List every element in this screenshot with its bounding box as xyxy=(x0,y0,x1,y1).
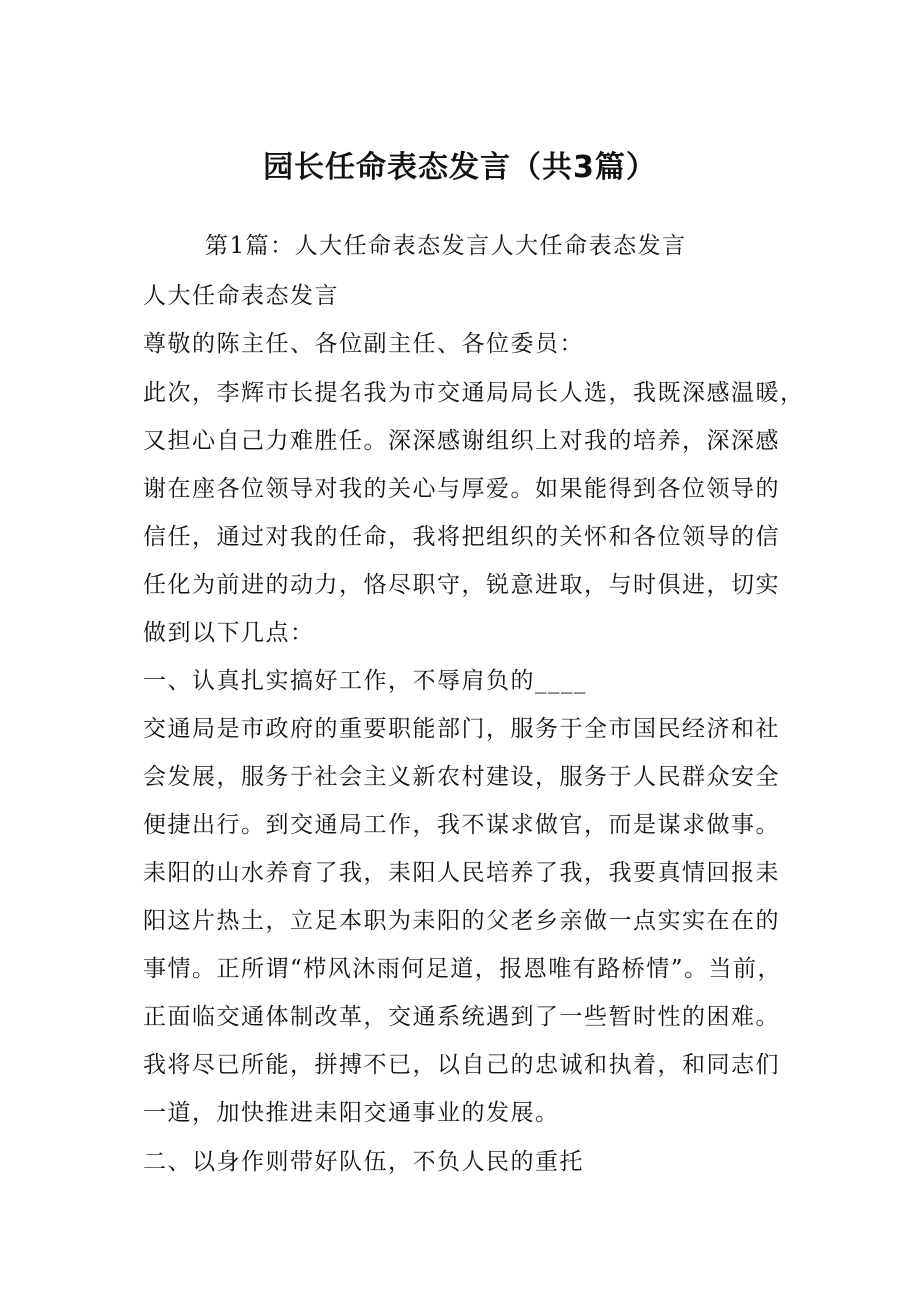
paragraph-line: 正面临交通体制改革，交通系统遇到了一些暂时性的困难。 xyxy=(143,1004,780,1030)
salutation: 尊敬的陈主任、各位副主任、各位委员： xyxy=(143,331,584,357)
paragraph-line: 谢在座各位领导对我的关心与厚爱。如果能得到各位领导的 xyxy=(143,476,780,502)
paragraph-line: 又担心自己力难胜任。深深感谢组织上对我的培养，深深感 xyxy=(143,428,780,454)
paragraph-line: 耒阳的山水养育了我，耒阳人民培养了我，我要真情回报耒 xyxy=(143,860,780,886)
section-heading: 人大任命表态发言 xyxy=(143,283,339,309)
paragraph-line: 做到以下几点： xyxy=(143,620,315,646)
paragraph-line: 一道，加快推进耒阳交通事业的发展。 xyxy=(143,1100,560,1126)
paragraph-line: 阳这片热土，立足本职为耒阳的父老乡亲做一点实实在在的 xyxy=(143,908,780,934)
point-heading: 二、以身作则带好队伍，不负人民的重托 xyxy=(143,1149,584,1175)
paragraph-line: 此次，李辉市长提名我为市交通局局长人选，我既深感温暖， xyxy=(143,380,805,406)
paragraph-line: 信任，通过对我的任命，我将把组织的关怀和各位领导的信 xyxy=(143,524,780,550)
chapter-heading: 第1篇：人大任命表态发言人大任命表态发言 xyxy=(205,233,687,259)
paragraph-line: 事情。正所谓“栉风沐雨何足道，报恩唯有路桥情”。当前， xyxy=(143,956,783,982)
paragraph-line: 会发展，服务于社会主义新农村建设，服务于人民群众安全 xyxy=(143,764,780,790)
paragraph-line: 交通局是市政府的重要职能部门，服务于全市国民经济和社 xyxy=(143,716,780,742)
paragraph-line: 我将尽已所能，拼搏不已，以自己的忠诚和执着，和同志们 xyxy=(143,1052,780,1078)
point-heading: 一、认真扎实搞好工作，不辱肩负的____ xyxy=(143,668,587,694)
paragraph-line: 任化为前进的动力，恪尽职守，锐意进取，与时俱进，切实 xyxy=(143,572,780,598)
document-title: 园长任命表态发言（共3篇） xyxy=(263,150,657,185)
paragraph-line: 便捷出行。到交通局工作，我不谋求做官，而是谋求做事。 xyxy=(143,812,780,838)
